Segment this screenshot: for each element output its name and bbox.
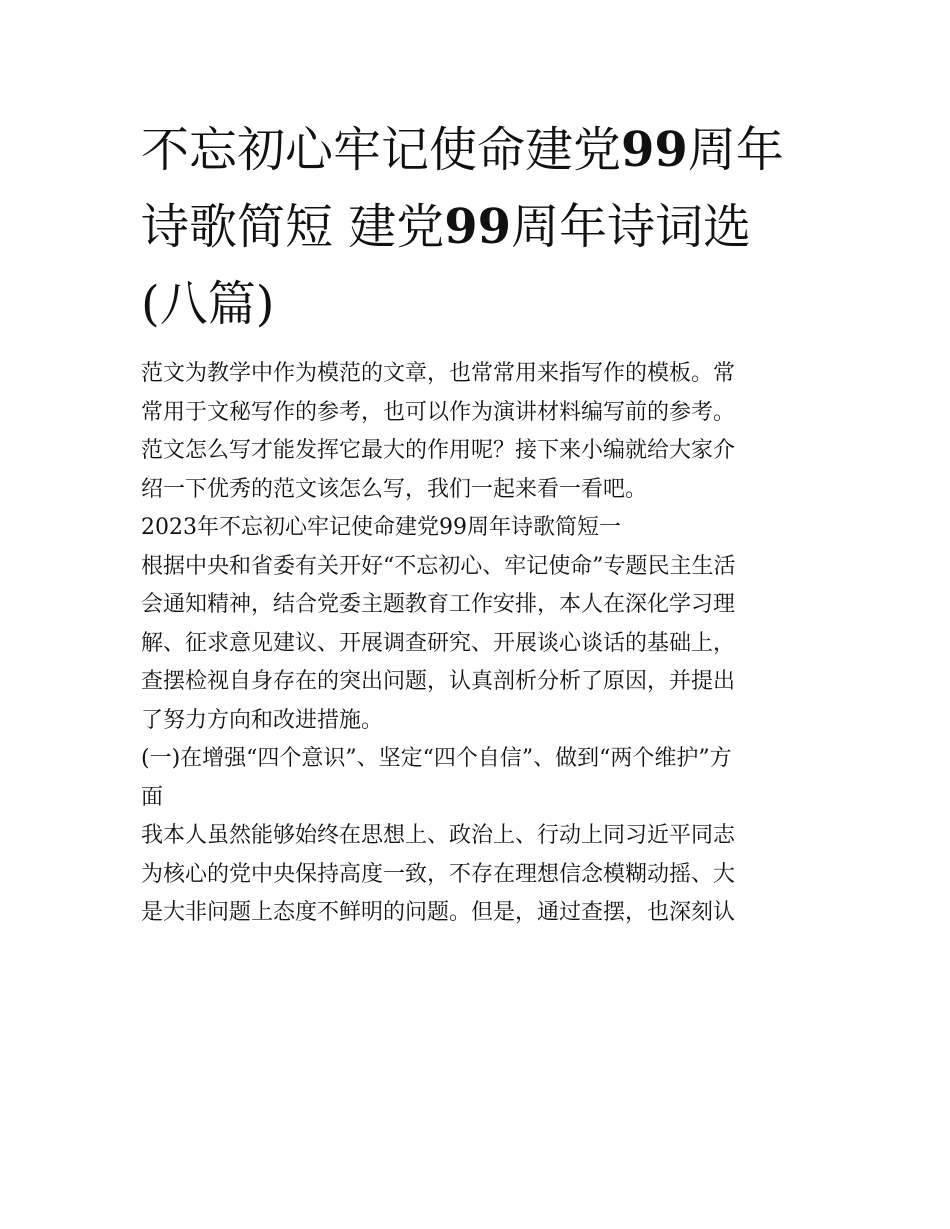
text-line: 会通知精神，结合党委主题教育工作安排，本人在深化学习理 bbox=[141, 592, 736, 617]
text-line: 我本人虽然能够始终在思想上、政治上、行动上同习近平同志 bbox=[141, 823, 736, 848]
text-line: 了努力方向和改进措施。 bbox=[141, 707, 384, 733]
text-line: 绍一下优秀的范文该怎么写，我们一起来看一看吧。 bbox=[141, 476, 648, 502]
document-body bbox=[141, 355, 813, 933]
text-line: 解、征求意见建议、开展调查研究、开展谈心谈话的基础上， bbox=[141, 630, 736, 656]
text-line: 常用于文秘写作的参考，也可以作为演讲材料编写前的参考。 bbox=[141, 399, 736, 425]
intro-paragraph bbox=[141, 355, 813, 509]
text-line: 为核心的党中央保持高度一致，不存在理想信念模糊动摇、大 bbox=[141, 861, 736, 887]
subsection-heading bbox=[141, 740, 813, 817]
document-content bbox=[141, 112, 813, 933]
text-line: 是大非问题上态度不鲜明的问题。但是，通过查摆，也深刻认 bbox=[141, 900, 736, 925]
text-line: 查摆检视自身存在的突出问题，认真剖析分析了原因，并提出 bbox=[141, 669, 736, 694]
body-paragraph bbox=[141, 548, 813, 741]
body-paragraph bbox=[141, 817, 813, 933]
document-title bbox=[141, 112, 813, 343]
title-line: (八篇) bbox=[141, 276, 275, 332]
text-line: 2023年不忘初心牢记使命建党99周年诗歌简短一 bbox=[141, 515, 621, 540]
text-line: 根据中央和省委有关开好“不忘初心、牢记使命”专题民主生活 bbox=[141, 553, 736, 579]
text-line: 范文为教学中作为模范的文章，也常常用来指写作的模板。常 bbox=[141, 361, 736, 386]
title-line: 不忘初心牢记使命建党99周年 bbox=[141, 122, 784, 178]
text-line: 范文怎么写才能发挥它最大的作用呢？接下来小编就给大家介 bbox=[141, 438, 736, 463]
text-line: (一)在增强“四个意识”、坚定“四个自信”、做到“两个维护”方 bbox=[141, 746, 732, 771]
title-line: 诗歌简短 建党99周年诗词选 bbox=[141, 199, 752, 255]
section-heading bbox=[141, 509, 813, 548]
text-line: 面 bbox=[141, 784, 164, 810]
